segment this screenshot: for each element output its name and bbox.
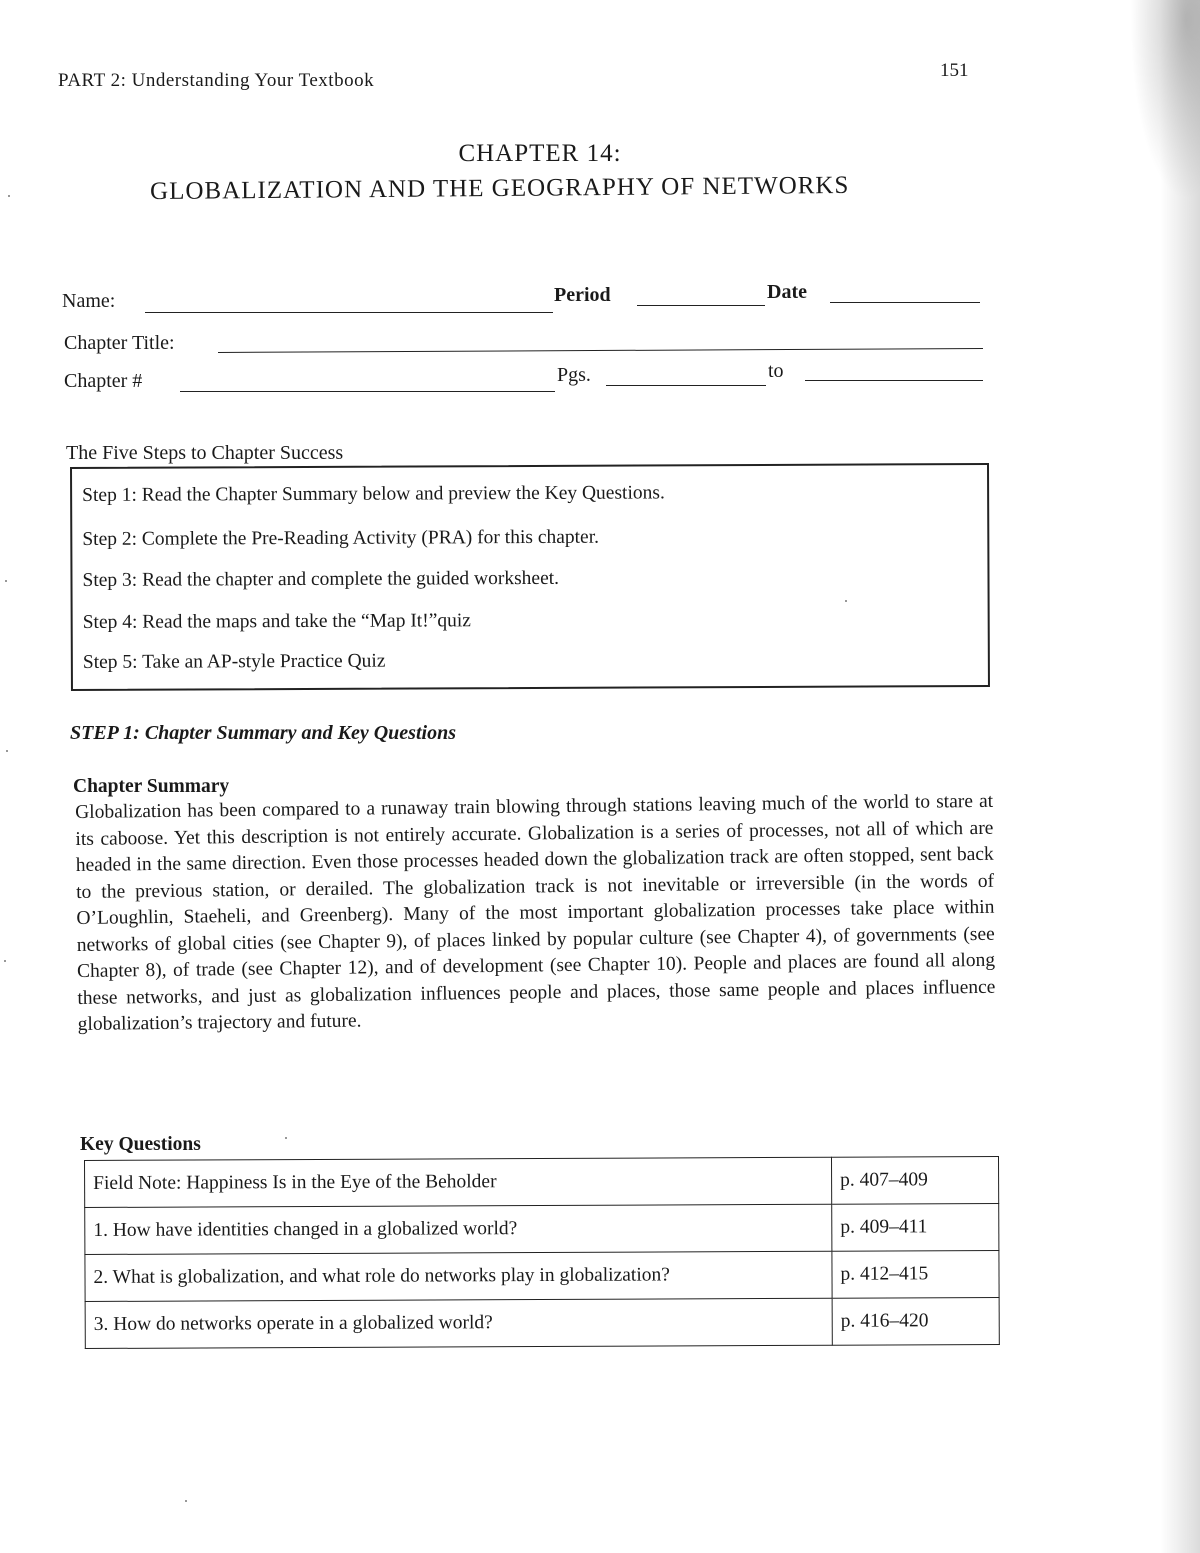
chapter-title-label: Chapter Title: — [64, 332, 175, 354]
pages-from-field[interactable] — [606, 385, 766, 386]
key-questions-heading: Key Questions — [80, 1134, 201, 1155]
pages-cell: p. 412–415 — [832, 1251, 999, 1299]
step-5: Step 5: Take an AP-style Practice Quiz — [82, 650, 386, 673]
period-label: Period — [554, 284, 611, 306]
name-field[interactable] — [145, 312, 553, 313]
pages-cell: p. 409–411 — [832, 1204, 999, 1252]
question-cell: Field Note: Happiness Is in the Eye of the Beholder — [85, 1157, 832, 1207]
pages-cell: p. 407–409 — [831, 1157, 998, 1205]
table-row — [85, 1298, 999, 1349]
pages-cell: p. 416–420 — [832, 1298, 999, 1346]
scan-speck — [185, 1500, 187, 1502]
scan-edge-noise — [1130, 0, 1200, 200]
period-field[interactable] — [637, 305, 765, 306]
scan-speck — [5, 580, 7, 582]
chapter-subtitle: GLOBALIZATION AND THE GEOGRAPHY OF NETWORKS — [150, 171, 850, 205]
question-cell: 2. What is globalization, and what role do networks play in globalization? — [85, 1251, 832, 1301]
to-label: to — [768, 360, 784, 382]
steps-box — [70, 463, 990, 691]
steps-heading: The Five Steps to Chapter Success — [66, 442, 344, 464]
scan-speck — [285, 1137, 287, 1139]
key-questions-table — [84, 1156, 1000, 1349]
scan-speck — [8, 195, 10, 197]
date-field[interactable] — [830, 302, 980, 303]
step-4: Step 4: Read the maps and take the “Map It!”quiz — [82, 610, 471, 633]
scan-speck — [845, 600, 847, 602]
pages-to-field[interactable] — [805, 380, 983, 381]
question-cell: 1. How have identities changed in a globalized world? — [85, 1204, 832, 1254]
step-1: Step 1: Read the Chapter Summary below and preview the Key Questions. — [82, 482, 665, 506]
step-3: Step 3: Read the chapter and complete the guided worksheet. — [82, 567, 560, 591]
scan-speck — [6, 750, 8, 752]
page-number: 151 — [940, 60, 969, 81]
name-label: Name: — [62, 290, 116, 312]
chapter-title-field[interactable] — [218, 348, 983, 353]
part-label: PART 2: Understanding Your Textbook — [58, 70, 375, 91]
summary-text: Globalization has been compared to a runaway train blowing through stations leaving much of the world to stare at its caboose. Yet this description is not entirely accurate. Globalization is a series of processes, not all of which are headed in the same direction. Even those processes headed down the globalization track are often stopped, sent back to the previous station, or derailed. The globalization track is not inevitable or irreversible (in the words of O’Loughlin, Staeheli, and Greenberg). Many of the most important globalization processes take place within networks of global cities (see Chapter 9), of places linked by popular culture (see Chapter 4), of governments (see Chapter 8), of trade (see Chapter 12), and of development (see Chapter 10). People and places are found all along these networks, and just as globalization influences people and places, those same people and places influence globalization’s trajectory and future. — [75, 790, 996, 1035]
table-row — [85, 1204, 999, 1255]
step1-heading: STEP 1: Chapter Summary and Key Questions — [70, 722, 456, 744]
chapter-number-label: Chapter # — [64, 370, 143, 392]
table-row — [85, 1251, 999, 1302]
summary-heading: Chapter Summary — [73, 776, 230, 797]
date-label: Date — [767, 281, 807, 303]
chapter-number-field[interactable] — [180, 391, 555, 392]
scan-speck — [4, 960, 6, 962]
chapter-title: CHAPTER 14: — [458, 140, 622, 167]
question-cell: 3. How do networks operate in a globalized world? — [85, 1298, 832, 1348]
scan-edge-shadow — [1160, 0, 1200, 1553]
step-2: Step 2: Complete the Pre-Reading Activity (PRA) for this chapter. — [82, 526, 600, 550]
table-row — [85, 1157, 999, 1208]
pages-label: Pgs. — [557, 364, 591, 386]
